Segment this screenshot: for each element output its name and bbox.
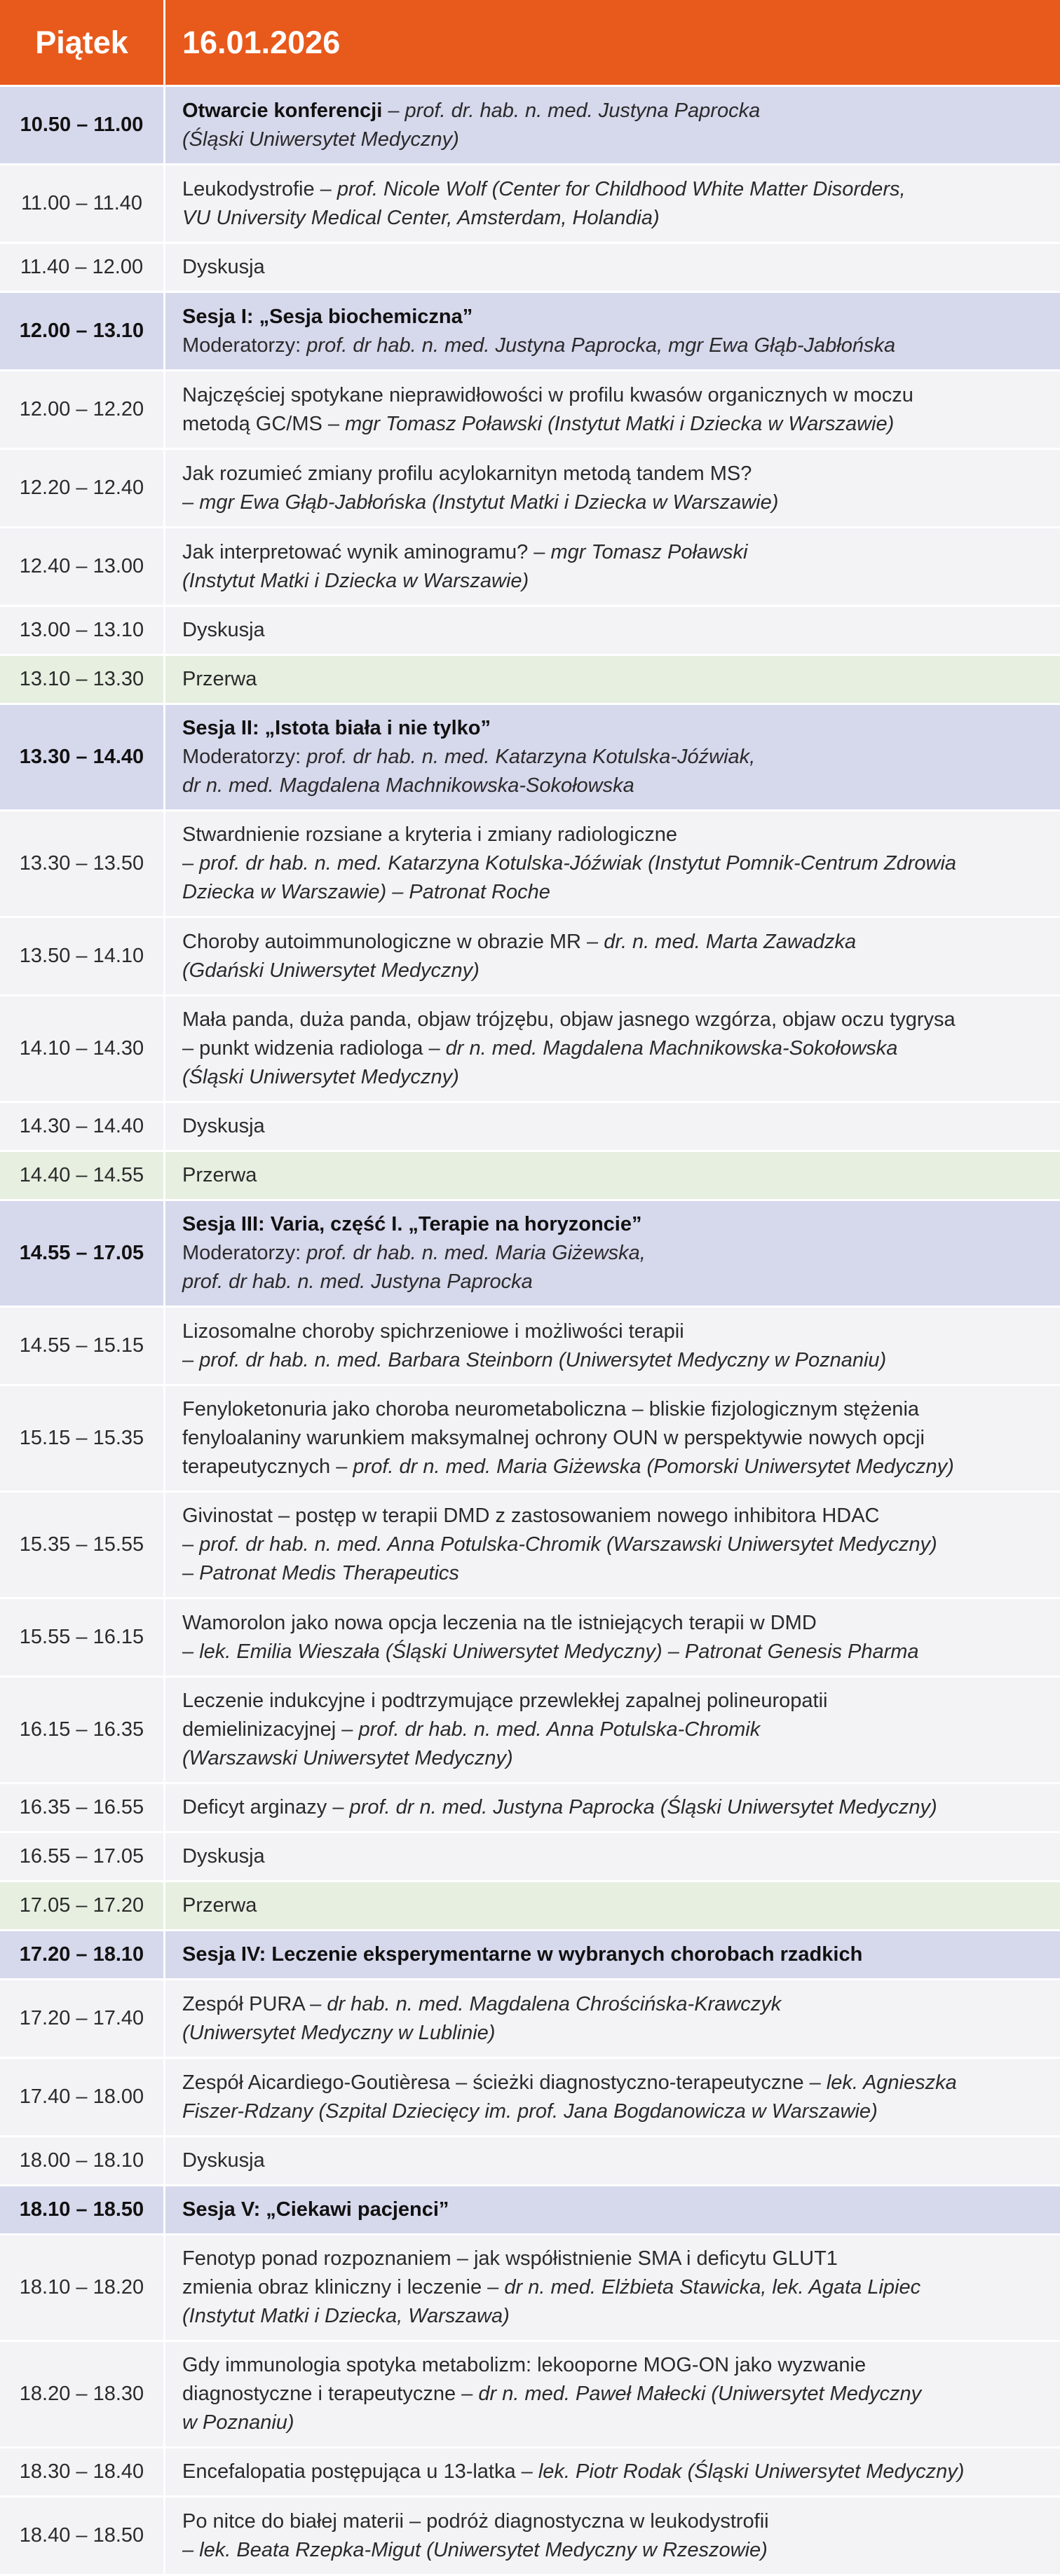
talk-text: terapeutycznych – xyxy=(182,1455,353,1478)
content-line xyxy=(182,1638,1046,1666)
speaker-text: prof. dr hab. n. med. Katarzyna Kotulska-Jóźwiak, xyxy=(306,746,756,768)
content-cell xyxy=(165,2137,1060,2184)
talk-text: Najczęściej spotykane nieprawidłowości w profilu kwasów organicznych w moczu xyxy=(182,383,913,406)
talk-text: Dyskusja xyxy=(182,619,265,641)
date-label: 16.01.2026 xyxy=(182,24,341,60)
talk-text: zmienia obraz kliniczny i leczenie – xyxy=(182,2276,505,2298)
content-cell xyxy=(165,918,1060,994)
talk-text: Jak interpretować wynik aminogramu? – xyxy=(182,540,551,563)
time-cell: 18.10 – 18.50 xyxy=(0,2186,165,2233)
time-cell: 13.10 – 13.30 xyxy=(0,656,165,703)
content-line xyxy=(182,2380,1046,2409)
content-cell xyxy=(165,1784,1060,1831)
talk-text: Dyskusja xyxy=(182,1115,265,1137)
talk-row xyxy=(0,1599,1060,1678)
time-cell: 13.00 – 13.10 xyxy=(0,607,165,654)
talk-text: Stwardnienie rozsiane a kryteria i zmiany radiologiczne xyxy=(182,823,677,846)
speaker-text: (Instytut Matki i Dziecka, Warszawa) xyxy=(182,2305,510,2327)
content-line xyxy=(182,616,1046,645)
talk-text: Przerwa xyxy=(182,1894,257,1917)
content-line xyxy=(182,410,1046,439)
speaker-text: prof. dr hab. n. med. Barbara Steinborn (Uniwersytet Medyczny w Poznaniu) xyxy=(199,1348,887,1371)
talk-text: Przerwa xyxy=(182,668,257,690)
content-line xyxy=(182,204,1046,233)
content-line xyxy=(182,1530,1046,1559)
speaker-text: mgr Ewa Głąb-Jabłońska (Instytut Matki i Dziecka w Warszawie) xyxy=(199,491,779,514)
talk-row xyxy=(0,607,1060,656)
content-cell xyxy=(165,1678,1060,1782)
talk-text: – xyxy=(182,491,200,514)
content-line xyxy=(182,1063,1046,1092)
time-cell: 18.10 – 18.20 xyxy=(0,2235,165,2340)
session-title: Otwarcie konferencji xyxy=(182,99,383,122)
speaker-text: mgr Tomasz Poławski xyxy=(550,540,748,563)
session-row xyxy=(0,293,1060,371)
speaker-text: prof. dr. hab. n. med. Justyna Paprocka xyxy=(405,99,761,122)
talk-text: diagnostyczne i terapeutyczne – xyxy=(182,2383,479,2405)
speaker-text: (Śląski Uniwersytet Medyczny) xyxy=(182,1066,459,1088)
time-cell: 18.30 – 18.40 xyxy=(0,2448,165,2495)
talk-text: Choroby autoimmunologiczne w obrazie MR – xyxy=(182,930,604,953)
schedule-header xyxy=(0,0,1060,87)
time-cell: 16.55 – 17.05 xyxy=(0,1833,165,1880)
talk-text: Leczenie indukcyjne i podtrzymujące przewlekłej zapalnej polineuropatii xyxy=(182,1690,828,1712)
speaker-text: VU University Medical Center, Amsterdam, Holandia) xyxy=(182,206,660,229)
talk-text: Moderatorzy: xyxy=(182,1242,307,1264)
content-line xyxy=(182,2245,1046,2273)
session-row xyxy=(0,2186,1060,2235)
content-cell xyxy=(165,2498,1060,2574)
content-cell xyxy=(165,2186,1060,2233)
content-cell xyxy=(165,1103,1060,1150)
talk-row xyxy=(0,2059,1060,2137)
talk-row xyxy=(0,1308,1060,1386)
talk-text: fenyloalaniny warunkiem maksymalnej ochrony OUN w perspektywie nowych opcji xyxy=(182,1427,925,1449)
content-cell xyxy=(165,1152,1060,1199)
talk-text: Zespół PURA – xyxy=(182,1992,327,2015)
time-cell: 13.50 – 14.10 xyxy=(0,918,165,994)
content-cell xyxy=(165,1308,1060,1384)
time-cell: 14.10 – 14.30 xyxy=(0,996,165,1101)
content-cell xyxy=(165,1386,1060,1491)
content-cell xyxy=(165,1980,1060,2057)
session-title: Sesja IV: Leczenie eksperymentarne w wybranych chorobach rzadkich xyxy=(182,1943,863,1966)
talk-text: – xyxy=(182,1640,200,1663)
content-line xyxy=(182,2409,1046,2437)
content-line xyxy=(182,1268,1046,1296)
talk-text: metodą GC/MS – xyxy=(182,412,346,435)
content-line xyxy=(182,1210,1046,1239)
time-cell: 10.50 – 11.00 xyxy=(0,87,165,163)
content-cell xyxy=(165,1931,1060,1978)
talk-row xyxy=(0,1678,1060,1784)
time-cell: 12.40 – 13.00 xyxy=(0,528,165,605)
content-line xyxy=(182,1006,1046,1034)
time-cell: 15.55 – 16.15 xyxy=(0,1599,165,1676)
talk-row xyxy=(0,244,1060,293)
content-line xyxy=(182,2507,1046,2536)
content-line xyxy=(182,175,1046,204)
talk-row xyxy=(0,450,1060,528)
content-line xyxy=(182,1940,1046,1969)
talk-row xyxy=(0,996,1060,1103)
content-line xyxy=(182,1502,1046,1530)
talk-row xyxy=(0,1493,1060,1599)
content-line xyxy=(182,2458,1046,2486)
speaker-text: (Śląski Uniwersytet Medyczny) xyxy=(182,128,459,151)
talk-text: Leukodystrofie – xyxy=(182,177,337,200)
speaker-text: prof. dr n. med. Justyna Paprocka (Śląski Uniwersytet Medyczny) xyxy=(349,1796,937,1818)
content-line xyxy=(182,1034,1046,1063)
talk-row xyxy=(0,811,1060,918)
content-line xyxy=(182,2097,1046,2126)
content-cell xyxy=(165,705,1060,809)
content-line xyxy=(182,1112,1046,1141)
speaker-text: lek. Piotr Rodak (Śląski Uniwersytet Medyczny) xyxy=(538,2460,965,2483)
content-line xyxy=(182,878,1046,907)
content-cell xyxy=(165,450,1060,526)
content-cell xyxy=(165,2342,1060,2446)
break-row xyxy=(0,1152,1060,1201)
speaker-text: prof. dr hab. n. med. Anna Potulska-Chromik xyxy=(358,1718,761,1741)
content-cell xyxy=(165,87,1060,163)
content-line xyxy=(182,2146,1046,2175)
content-cell xyxy=(165,165,1060,242)
content-cell xyxy=(165,811,1060,916)
talk-row xyxy=(0,2137,1060,2186)
time-cell: 18.20 – 18.30 xyxy=(0,2342,165,2446)
content-cell xyxy=(165,2235,1060,2340)
content-line xyxy=(182,1744,1046,1773)
day-label: Piątek xyxy=(0,0,165,85)
time-cell: 11.40 – 12.00 xyxy=(0,244,165,291)
time-cell: 14.55 – 15.15 xyxy=(0,1308,165,1384)
talk-row xyxy=(0,918,1060,996)
talk-text: demielinizacyjnej – xyxy=(182,1718,359,1741)
talk-text: – punkt widzenia radiologa – xyxy=(182,1037,446,1060)
time-cell: 13.30 – 14.40 xyxy=(0,705,165,809)
session-title: Sesja V: „Ciekawi pacjenci” xyxy=(182,2198,449,2221)
content-line xyxy=(182,714,1046,743)
content-cell xyxy=(165,1493,1060,1597)
break-row xyxy=(0,1882,1060,1931)
speaker-text: (Gdański Uniwersytet Medyczny) xyxy=(182,959,480,982)
speaker-text: Fiszer-Rdzany (Szpital Dziecięcy im. prof. Jana Bogdanowicza w Warszawie) xyxy=(182,2099,878,2123)
talk-text: Jak rozumieć zmiany profilu acylokarnityn metodą tandem MS? xyxy=(182,462,752,485)
content-line xyxy=(182,331,1046,360)
time-cell: 15.15 – 15.35 xyxy=(0,1386,165,1491)
content-cell xyxy=(165,2059,1060,2135)
content-line xyxy=(182,2302,1046,2331)
talk-text: Dyskusja xyxy=(182,2149,265,2172)
speaker-text: prof. dr hab. n. med. Justyna Paprocka xyxy=(182,1270,533,1293)
schedule-rows xyxy=(0,87,1060,2576)
speaker-text: dr hab. n. med. Magdalena Chrościńska-Krawczyk xyxy=(327,1992,782,2015)
speaker-text: lek. Agnieszka xyxy=(826,2071,957,2094)
time-cell: 13.30 – 13.50 xyxy=(0,811,165,916)
content-cell xyxy=(165,244,1060,291)
content-cell xyxy=(165,996,1060,1101)
talk-text: Mała panda, duża panda, objaw trójzębu, objaw jasnego wzgórza, objaw oczu tygrysa xyxy=(182,1008,956,1031)
time-cell: 16.15 – 16.35 xyxy=(0,1678,165,1782)
session-row xyxy=(0,87,1060,165)
session-row xyxy=(0,1201,1060,1308)
content-line xyxy=(182,381,1046,410)
talk-row xyxy=(0,528,1060,607)
speaker-text: prof. dr hab. n. med. Katarzyna Kotulska-Jóźwiak (Instytut Pomnik-Centrum Zdrowia xyxy=(199,852,957,875)
time-cell: 16.35 – 16.55 xyxy=(0,1784,165,1831)
talk-text: – xyxy=(182,2538,200,2561)
time-cell: 12.00 – 13.10 xyxy=(0,293,165,369)
time-cell: 18.00 – 18.10 xyxy=(0,2137,165,2184)
time-cell: 14.55 – 17.05 xyxy=(0,1201,165,1306)
content-cell xyxy=(165,528,1060,605)
content-line xyxy=(182,2195,1046,2224)
talk-row xyxy=(0,2235,1060,2342)
content-cell xyxy=(165,607,1060,654)
speaker-text: lek. Emilia Wieszała (Śląski Uniwersytet Medyczny) – Patronat Genesis Pharma xyxy=(199,1640,919,1663)
content-line xyxy=(182,957,1046,985)
content-line xyxy=(182,2273,1046,2302)
talk-row xyxy=(0,2498,1060,2576)
talk-row xyxy=(0,1833,1060,1882)
content-line xyxy=(182,772,1046,800)
talk-text: Fenyloketonuria jako choroba neurometaboliczna – bliskie fizjologicznym stężenia xyxy=(182,1398,920,1420)
content-line xyxy=(182,1715,1046,1744)
content-line xyxy=(182,1317,1046,1346)
speaker-text: – Patronat Medis Therapeutics xyxy=(182,1562,459,1584)
talk-text: Moderatorzy: xyxy=(182,746,307,768)
talk-row xyxy=(0,1980,1060,2059)
time-cell: 12.00 – 12.20 xyxy=(0,371,165,448)
speaker-text: Dziecka w Warszawie) – Patronat Roche xyxy=(182,881,550,903)
talk-row xyxy=(0,1386,1060,1493)
talk-text: – xyxy=(182,1533,200,1556)
content-line xyxy=(182,1239,1046,1268)
content-line xyxy=(182,1609,1046,1638)
talk-text: Dyskusja xyxy=(182,256,265,278)
time-cell: 18.40 – 18.50 xyxy=(0,2498,165,2574)
talk-text: Po nitce do białej materii – podróż diagnostyczna w leukodystrofii xyxy=(182,2509,769,2533)
session-title: Sesja I: „Sesja biochemiczna” xyxy=(182,305,473,328)
speaker-text: dr. n. med. Marta Zawadzka xyxy=(604,930,857,953)
time-cell: 11.00 – 11.40 xyxy=(0,165,165,242)
content-line xyxy=(182,1891,1046,1920)
content-line xyxy=(182,303,1046,331)
talk-row xyxy=(0,1784,1060,1833)
speaker-text: (Instytut Matki i Dziecka w Warszawie) xyxy=(182,569,529,592)
speaker-text: prof. dr hab. n. med. Anna Potulska-Chromik (Warszawski Uniwersytet Medyczny) xyxy=(199,1533,937,1556)
speaker-text: lek. Beata Rzepka-Migut (Uniwersytet Medyczny w Rzeszowie) xyxy=(199,2538,768,2561)
speaker-text: prof. dr hab. n. med. Maria Giżewska, xyxy=(306,1242,646,1264)
talk-text: Encefalopatia postępująca u 13-latka – xyxy=(182,2460,538,2483)
content-line xyxy=(182,849,1046,878)
speaker-text: (Uniwersytet Medyczny w Lublinie) xyxy=(182,2021,496,2044)
content-line xyxy=(182,2536,1046,2565)
talk-row xyxy=(0,165,1060,244)
talk-text: Lizosomalne choroby spichrzeniowe i możliwości terapii xyxy=(182,1320,684,1343)
content-line xyxy=(182,743,1046,772)
talk-text: – xyxy=(382,99,405,122)
talk-text: Przerwa xyxy=(182,1164,257,1186)
content-cell xyxy=(165,2448,1060,2495)
talk-text: Dyskusja xyxy=(182,1845,265,1868)
content-line xyxy=(182,460,1046,488)
content-line xyxy=(182,2069,1046,2097)
content-cell xyxy=(165,1599,1060,1676)
content-line xyxy=(182,1424,1046,1453)
session-row xyxy=(0,705,1060,811)
content-cell xyxy=(165,1833,1060,1880)
time-cell: 14.40 – 14.55 xyxy=(0,1152,165,1199)
speaker-text: prof. Nicole Wolf (Center for Childhood White Matter Disorders, xyxy=(337,177,906,200)
talk-text: Gdy immunologia spotyka metabolizm: lekooporne MOG-ON jako wyzwanie xyxy=(182,2354,867,2376)
content-line xyxy=(182,1793,1046,1822)
content-cell xyxy=(165,1882,1060,1929)
speaker-text: dr n. med. Magdalena Machnikowska-Sokołowska xyxy=(182,774,634,797)
session-row xyxy=(0,1931,1060,1980)
content-line xyxy=(182,665,1046,694)
content-line xyxy=(182,1161,1046,1190)
content-line xyxy=(182,1990,1046,2019)
talk-text: Deficyt arginazy – xyxy=(182,1796,350,1818)
speaker-text: (Warszawski Uniwersytet Medyczny) xyxy=(182,1747,513,1769)
content-line xyxy=(182,2351,1046,2380)
content-cell xyxy=(165,656,1060,703)
break-row xyxy=(0,656,1060,705)
content-cell xyxy=(165,371,1060,448)
talk-text: Zespół Aicardiego-Goutièresa – ścieżki diagnostyczno-terapeutyczne – xyxy=(182,2071,827,2094)
content-cell xyxy=(165,293,1060,369)
time-cell: 17.05 – 17.20 xyxy=(0,1882,165,1929)
talk-row xyxy=(0,2448,1060,2498)
content-line xyxy=(182,1559,1046,1588)
time-cell: 12.20 – 12.40 xyxy=(0,450,165,526)
time-cell: 15.35 – 15.55 xyxy=(0,1493,165,1597)
speaker-text: prof. dr hab. n. med. Justyna Paprocka, mgr Ewa Głąb-Jabłońska xyxy=(306,334,896,357)
speaker-text: w Poznaniu) xyxy=(182,2411,294,2434)
speaker-text: mgr Tomasz Poławski (Instytut Matki i Dziecka w Warszawie) xyxy=(345,412,895,435)
content-line xyxy=(182,1842,1046,1871)
time-cell: 17.40 – 18.00 xyxy=(0,2059,165,2135)
content-line xyxy=(182,253,1046,282)
talk-row xyxy=(0,2342,1060,2448)
content-line xyxy=(182,928,1046,957)
session-title: Sesja III: Varia, część I. „Terapie na horyzoncie” xyxy=(182,1213,642,1235)
talk-text: Moderatorzy: xyxy=(182,334,307,357)
talk-text: – xyxy=(182,852,200,875)
content-line xyxy=(182,1687,1046,1715)
content-line xyxy=(182,488,1046,517)
content-line xyxy=(182,2019,1046,2048)
talk-text: Fenotyp ponad rozpoznaniem – jak współistnienie SMA i deficytu GLUT1 xyxy=(182,2247,838,2270)
speaker-text: dr n. med. Magdalena Machnikowska-Sokołowska xyxy=(445,1037,898,1060)
content-line xyxy=(182,538,1046,567)
speaker-text: dr n. med. Elżbieta Stawicka, lek. Agata Lipiec xyxy=(504,2276,921,2298)
talk-row xyxy=(0,1103,1060,1152)
content-line xyxy=(182,821,1046,849)
content-line xyxy=(182,97,1046,125)
time-cell: 17.20 – 17.40 xyxy=(0,1980,165,2057)
content-line xyxy=(182,567,1046,596)
speaker-text: dr n. med. Paweł Małecki (Uniwersytet Medyczny xyxy=(478,2383,922,2405)
content-line xyxy=(182,1346,1046,1375)
talk-text: Givinostat – postęp w terapii DMD z zastosowaniem nowego inhibitora HDAC xyxy=(182,1505,880,1527)
speaker-text: prof. dr n. med. Maria Giżewska (Pomorski Uniwersytet Medyczny) xyxy=(353,1455,954,1478)
session-title: Sesja II: „Istota biała i nie tylko” xyxy=(182,717,491,739)
content-cell xyxy=(165,1201,1060,1306)
content-line xyxy=(182,125,1046,154)
time-cell: 14.30 – 14.40 xyxy=(0,1103,165,1150)
time-cell: 17.20 – 18.10 xyxy=(0,1931,165,1978)
talk-text: Wamorolon jako nowa opcja leczenia na tle istniejących terapii w DMD xyxy=(182,1611,817,1634)
content-line xyxy=(182,1395,1046,1424)
content-line xyxy=(182,1453,1046,1481)
talk-row xyxy=(0,371,1060,450)
talk-text: – xyxy=(182,1348,200,1371)
